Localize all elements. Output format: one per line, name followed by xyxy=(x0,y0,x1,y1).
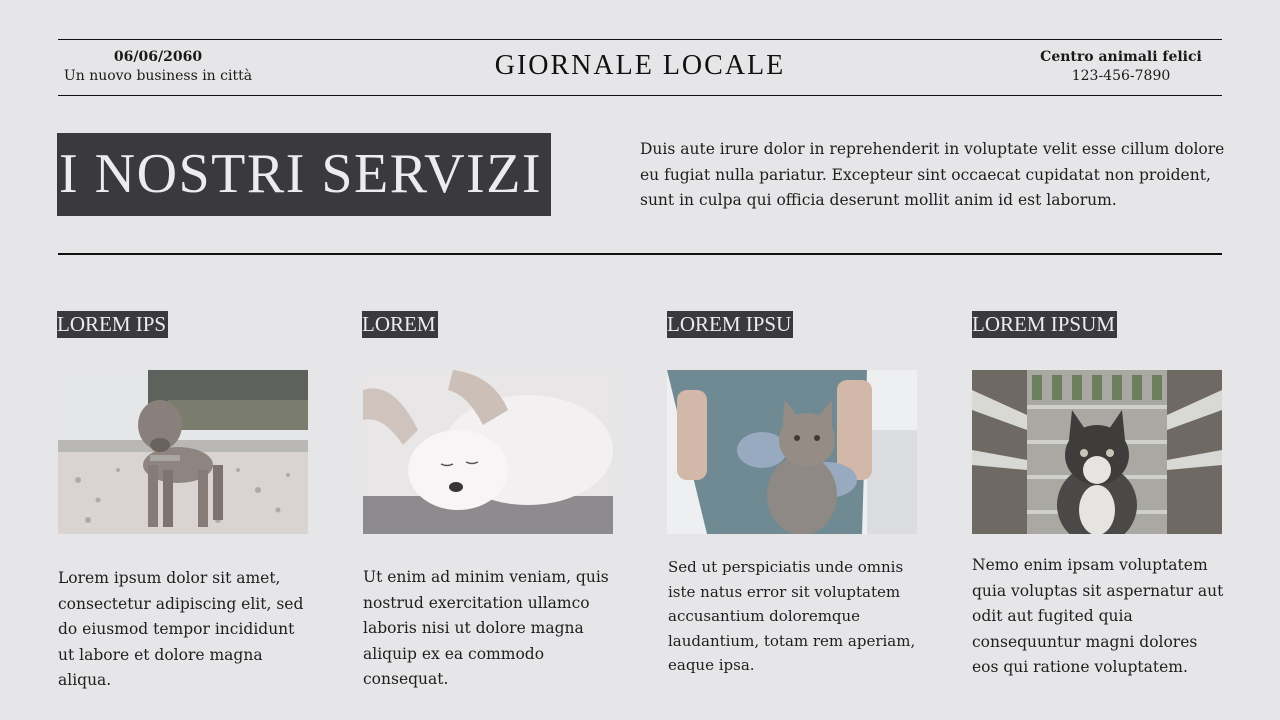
cat-in-pet-store-image xyxy=(972,370,1222,534)
service-description-4: Nemo enim ipsam voluptatem quia voluptas sit aspernatur aut odit aut fugited quia consequuntur magni dolores eos qui ratione voluptatem. xyxy=(972,556,1224,676)
masthead-right xyxy=(1020,48,1222,86)
service-label-2: LOREM xyxy=(362,312,436,336)
page-title: I NOSTRI SERVIZI xyxy=(57,133,551,216)
newspaper-title: GIORNALE LOCALE xyxy=(494,50,786,81)
masthead-left xyxy=(58,48,258,86)
service-label-1: LOREM IPS xyxy=(57,312,167,336)
section-divider xyxy=(58,253,1222,255)
intro-paragraph: Duis aute irure dolor in reprehenderit in voluptate velit esse cillum dolore eu fugiat nulla pariatur. Excepteur sint occaecat cupidatat non proident, sunt in culpa qui officia deserunt mollit anim id est laborum. xyxy=(640,140,1225,209)
service-description-1: Lorem ipsum dolor sit amet, consectetur adipiscing elit, sed do eiusmod tempor incididunt ut labore et dolore magna aliqua. xyxy=(58,569,304,689)
service-description-3: Sed ut perspiciatis unde omnis iste natus error sit voluptatem accusantium doloremque laudantium, totam rem aperiam, eaque ipsa. xyxy=(668,558,916,674)
service-label-4: LOREM IPSUM xyxy=(972,312,1115,336)
masthead-top-rule xyxy=(58,39,1222,40)
organization-name: Centro animali felici xyxy=(1040,49,1202,65)
masthead-bottom-rule xyxy=(58,95,1222,96)
phone-number: 123-456-7890 xyxy=(1071,68,1171,84)
poodle-on-beach-image xyxy=(58,370,308,534)
vet-with-cat-image xyxy=(667,370,917,534)
white-dog-massage-image xyxy=(363,370,613,534)
service-description-2: Ut enim ad minim veniam, quis nostrud exercitation ullamco laboris nisi ut dolore magna aliquip ex ea commodo consequat. xyxy=(363,568,609,688)
tagline: Un nuovo business in città xyxy=(63,68,253,84)
issue-date: 06/06/2060 xyxy=(113,49,203,65)
service-label-3: LOREM IPSU xyxy=(667,312,792,336)
